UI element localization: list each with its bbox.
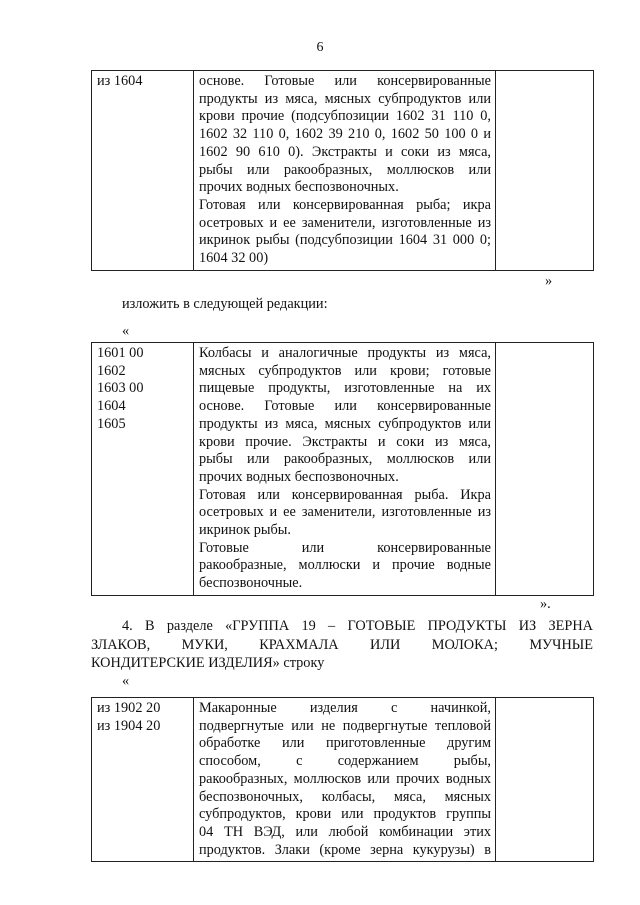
description-line: Готовая или консервированная рыба; икра — [199, 196, 491, 213]
paragraph-line: 4. В разделе «ГРУППА 19 – ГОТОВЫЕ ПРОДУКТЫ ИЗ ЗЕРНА — [122, 618, 593, 634]
closing-quote: » — [545, 273, 553, 289]
description-line: Готовая или консервированная рыба. Икра — [199, 486, 491, 503]
description-line: крови прочие (подсубпозиции 1602 31 110 0, — [199, 108, 491, 125]
empty-cell — [496, 71, 594, 271]
description-line: продуктов. Злаки (кроме зерна кукурузы) в — [199, 841, 491, 858]
description-line: Колбасы и аналогичные продукты из мяса, — [199, 345, 491, 361]
paragraph-line: ЗЛАКОВ, МУКИ, КРАХМАЛА ИЛИ МОЛОКА; МУЧНЫЕ — [91, 636, 593, 653]
tnved-code: 1601 00 — [97, 345, 144, 361]
description-line: Макаронные изделия с начинкой, — [199, 700, 491, 716]
tariff-table-group19 — [91, 697, 594, 862]
tariff-table-new — [91, 342, 594, 596]
tnved-code: из 1904 20 — [97, 717, 161, 734]
description-line: икринок рыбы (подсубпозиции 1604 31 000 0; — [199, 232, 491, 249]
description-line: пищевые продукты, изготовленные на их — [199, 380, 491, 397]
description-line: беспозвоночные. — [199, 575, 303, 592]
code-cell — [92, 343, 194, 596]
description-line: рыбы или ракообразных, моллюсков или — [199, 451, 491, 468]
table-row — [92, 71, 594, 271]
code-cell — [92, 698, 194, 862]
description-line: мясных субпродуктов или крови; готовые — [199, 362, 491, 379]
description-line: субпродуктов, крови или продуктов группы — [199, 806, 491, 823]
tnved-code: 1603 00 — [97, 380, 144, 397]
empty-cell — [496, 343, 594, 596]
description-cell — [194, 71, 496, 271]
description-line: 1604 32 00) — [199, 250, 269, 267]
description-line: Готовые или консервированные — [199, 539, 491, 556]
table-row — [92, 698, 594, 862]
intro-text: изложить в следующей редакции: — [122, 296, 328, 312]
page-number: 6 — [316, 40, 324, 55]
section-paragraph — [91, 617, 593, 673]
description-line: подвергнутые или не подвергнутые тепловой — [199, 717, 491, 734]
tnved-code: 1602 — [97, 362, 126, 379]
opening-quote: « — [122, 673, 130, 689]
empty-cell — [496, 698, 594, 862]
description-cell — [194, 343, 496, 596]
description-line: осетровых и ее заменители, изготовленные из — [199, 504, 491, 521]
description-line: ракообразных, моллюсков или прочих водных — [199, 770, 491, 787]
description-line: прочих водных беспозвоночных. — [199, 179, 399, 196]
description-line: обработке или приготовленные другим — [199, 735, 491, 752]
description-line: прочих водных беспозвоночных. — [199, 468, 399, 485]
tnved-code: из 1902 20 — [97, 700, 161, 716]
tnved-code: 1604 — [97, 398, 126, 415]
code-cell — [92, 71, 194, 271]
description-line: икринок рыбы. — [199, 522, 291, 539]
tnved-code: из 1604 — [97, 73, 143, 89]
description-line: 04 ТН ВЭД, или любой комбинации этих — [199, 823, 491, 840]
description-line: 1602 32 110 0, 1602 39 210 0, 1602 50 100 0 и — [199, 126, 491, 143]
description-line: крови прочие. Экстракты и соки из мяса, — [199, 433, 491, 450]
description-line: 1602 90 610 0). Экстракты и соки из мяса, — [199, 143, 491, 160]
tariff-table-old — [91, 70, 594, 271]
closing-quote: ». — [540, 596, 551, 612]
table-row — [92, 343, 594, 596]
description-line: основе. Готовые или консервированные — [199, 73, 491, 89]
description-line: рыбы или ракообразных, моллюсков или — [199, 161, 491, 178]
description-line: беспозвоночных, колбасы, мяса, мясных — [199, 788, 491, 805]
opening-quote: « — [122, 323, 130, 339]
description-line: ракообразные, моллюски и прочие водные — [199, 557, 491, 574]
tnved-code: 1605 — [97, 415, 126, 432]
description-line: основе. Готовые или консервированные — [199, 398, 491, 415]
paragraph-line: КОНДИТЕРСКИЕ ИЗДЕЛИЯ» строку — [91, 655, 325, 671]
description-line: способом, с содержанием рыбы, — [199, 753, 491, 770]
description-line: осетровых и ее заменители, изготовленные из — [199, 214, 491, 231]
description-line: продукты из мяса, мясных субпродуктов или — [199, 415, 491, 432]
description-line: продукты из мяса, мясных субпродуктов или — [199, 90, 491, 107]
description-cell — [194, 698, 496, 862]
